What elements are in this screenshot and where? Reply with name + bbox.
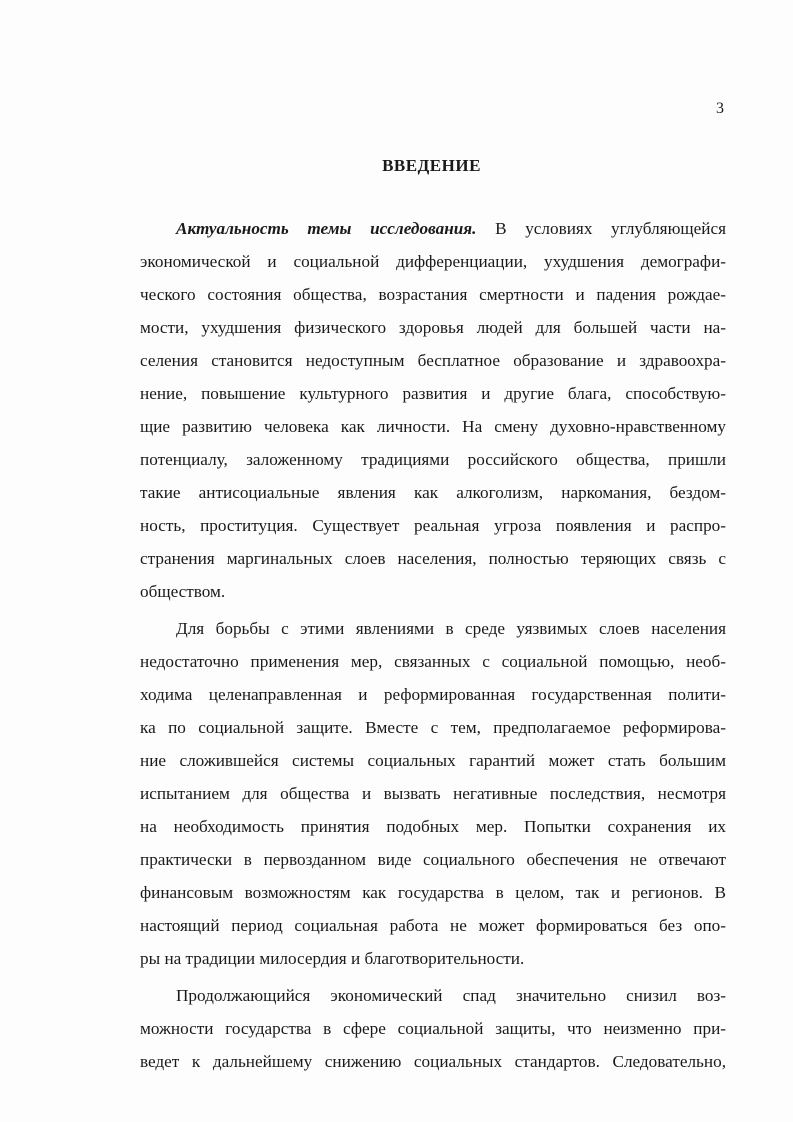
text-line: испытанием для общества и вызвать негативные последствия, несмотря <box>140 784 726 803</box>
text-line: ходима целенаправленная и реформированная государственная полити- <box>140 685 726 704</box>
paragraph-1-line-1 <box>140 212 726 245</box>
document-body <box>140 212 726 1078</box>
text-line: селения становится недоступным бесплатное образование и здравоохра- <box>140 351 726 370</box>
text-line: практически в первозданном виде социального обеспечения не отвечают <box>140 850 726 869</box>
text-line: Для борьбы с этими явлениями в среде уязвимых слоев населения <box>176 619 726 638</box>
text-line: настоящий период социальная работа не может формироваться без опо- <box>140 916 726 935</box>
text-line: финансовым возможностям как государства в целом, так и регионов. В <box>140 883 726 902</box>
text-line: недостаточно применения мер, связанных с социальной помощью, необ- <box>140 652 726 671</box>
text-line: ры на традиции милосердия и благотворительности. <box>140 949 525 968</box>
text-line: странения маргинальных слоев населения, полностью теряющих связь с <box>140 549 726 568</box>
text-line: ка по социальной защите. Вместе с тем, предполагаемое реформирова- <box>140 718 726 737</box>
text-line: на необходимость принятия подобных мер. Попытки сохранения их <box>140 817 726 836</box>
page-title: ВВЕДЕНИЕ <box>382 156 481 175</box>
text-line: такие антисоциальные явления как алкоголизм, наркомания, бездом- <box>140 483 726 502</box>
text-line: ческого состояния общества, возрастания смертности и падения рождае- <box>140 285 726 304</box>
text-line: потенциалу, заложенному традициями российского общества, пришли <box>140 450 726 469</box>
page-number: 3 <box>716 100 724 117</box>
text-line: щие развитию человека как личности. На смену духовно-нравственному <box>140 417 726 436</box>
text-line: ность, проституция. Существует реальная угроза появления и распро- <box>140 516 726 535</box>
paragraph-1-first-rest: В условиях углубляющейся <box>476 219 726 238</box>
text-line: Продолжающийся экономический спад значительно снизил воз- <box>176 986 726 1005</box>
text-line: экономической и социальной дифференциации, ухудшения демографи- <box>140 252 726 271</box>
text-line: нение, повышение культурного развития и другие блага, способствую- <box>140 384 726 403</box>
text-line: обществом. <box>140 582 226 601</box>
text-line: ние сложившейся системы социальных гарантий может стать большим <box>140 751 726 770</box>
text-line: ведет к дальнейшему снижению социальных стандартов. Следовательно, <box>140 1052 726 1071</box>
text-line: мости, ухудшения физического здоровья людей для большей части на- <box>140 318 726 337</box>
text-line: можности государства в сфере социальной защиты, что неизменно при- <box>140 1019 726 1038</box>
paragraph-1-lead: Актуальность темы исследования. <box>176 219 477 238</box>
